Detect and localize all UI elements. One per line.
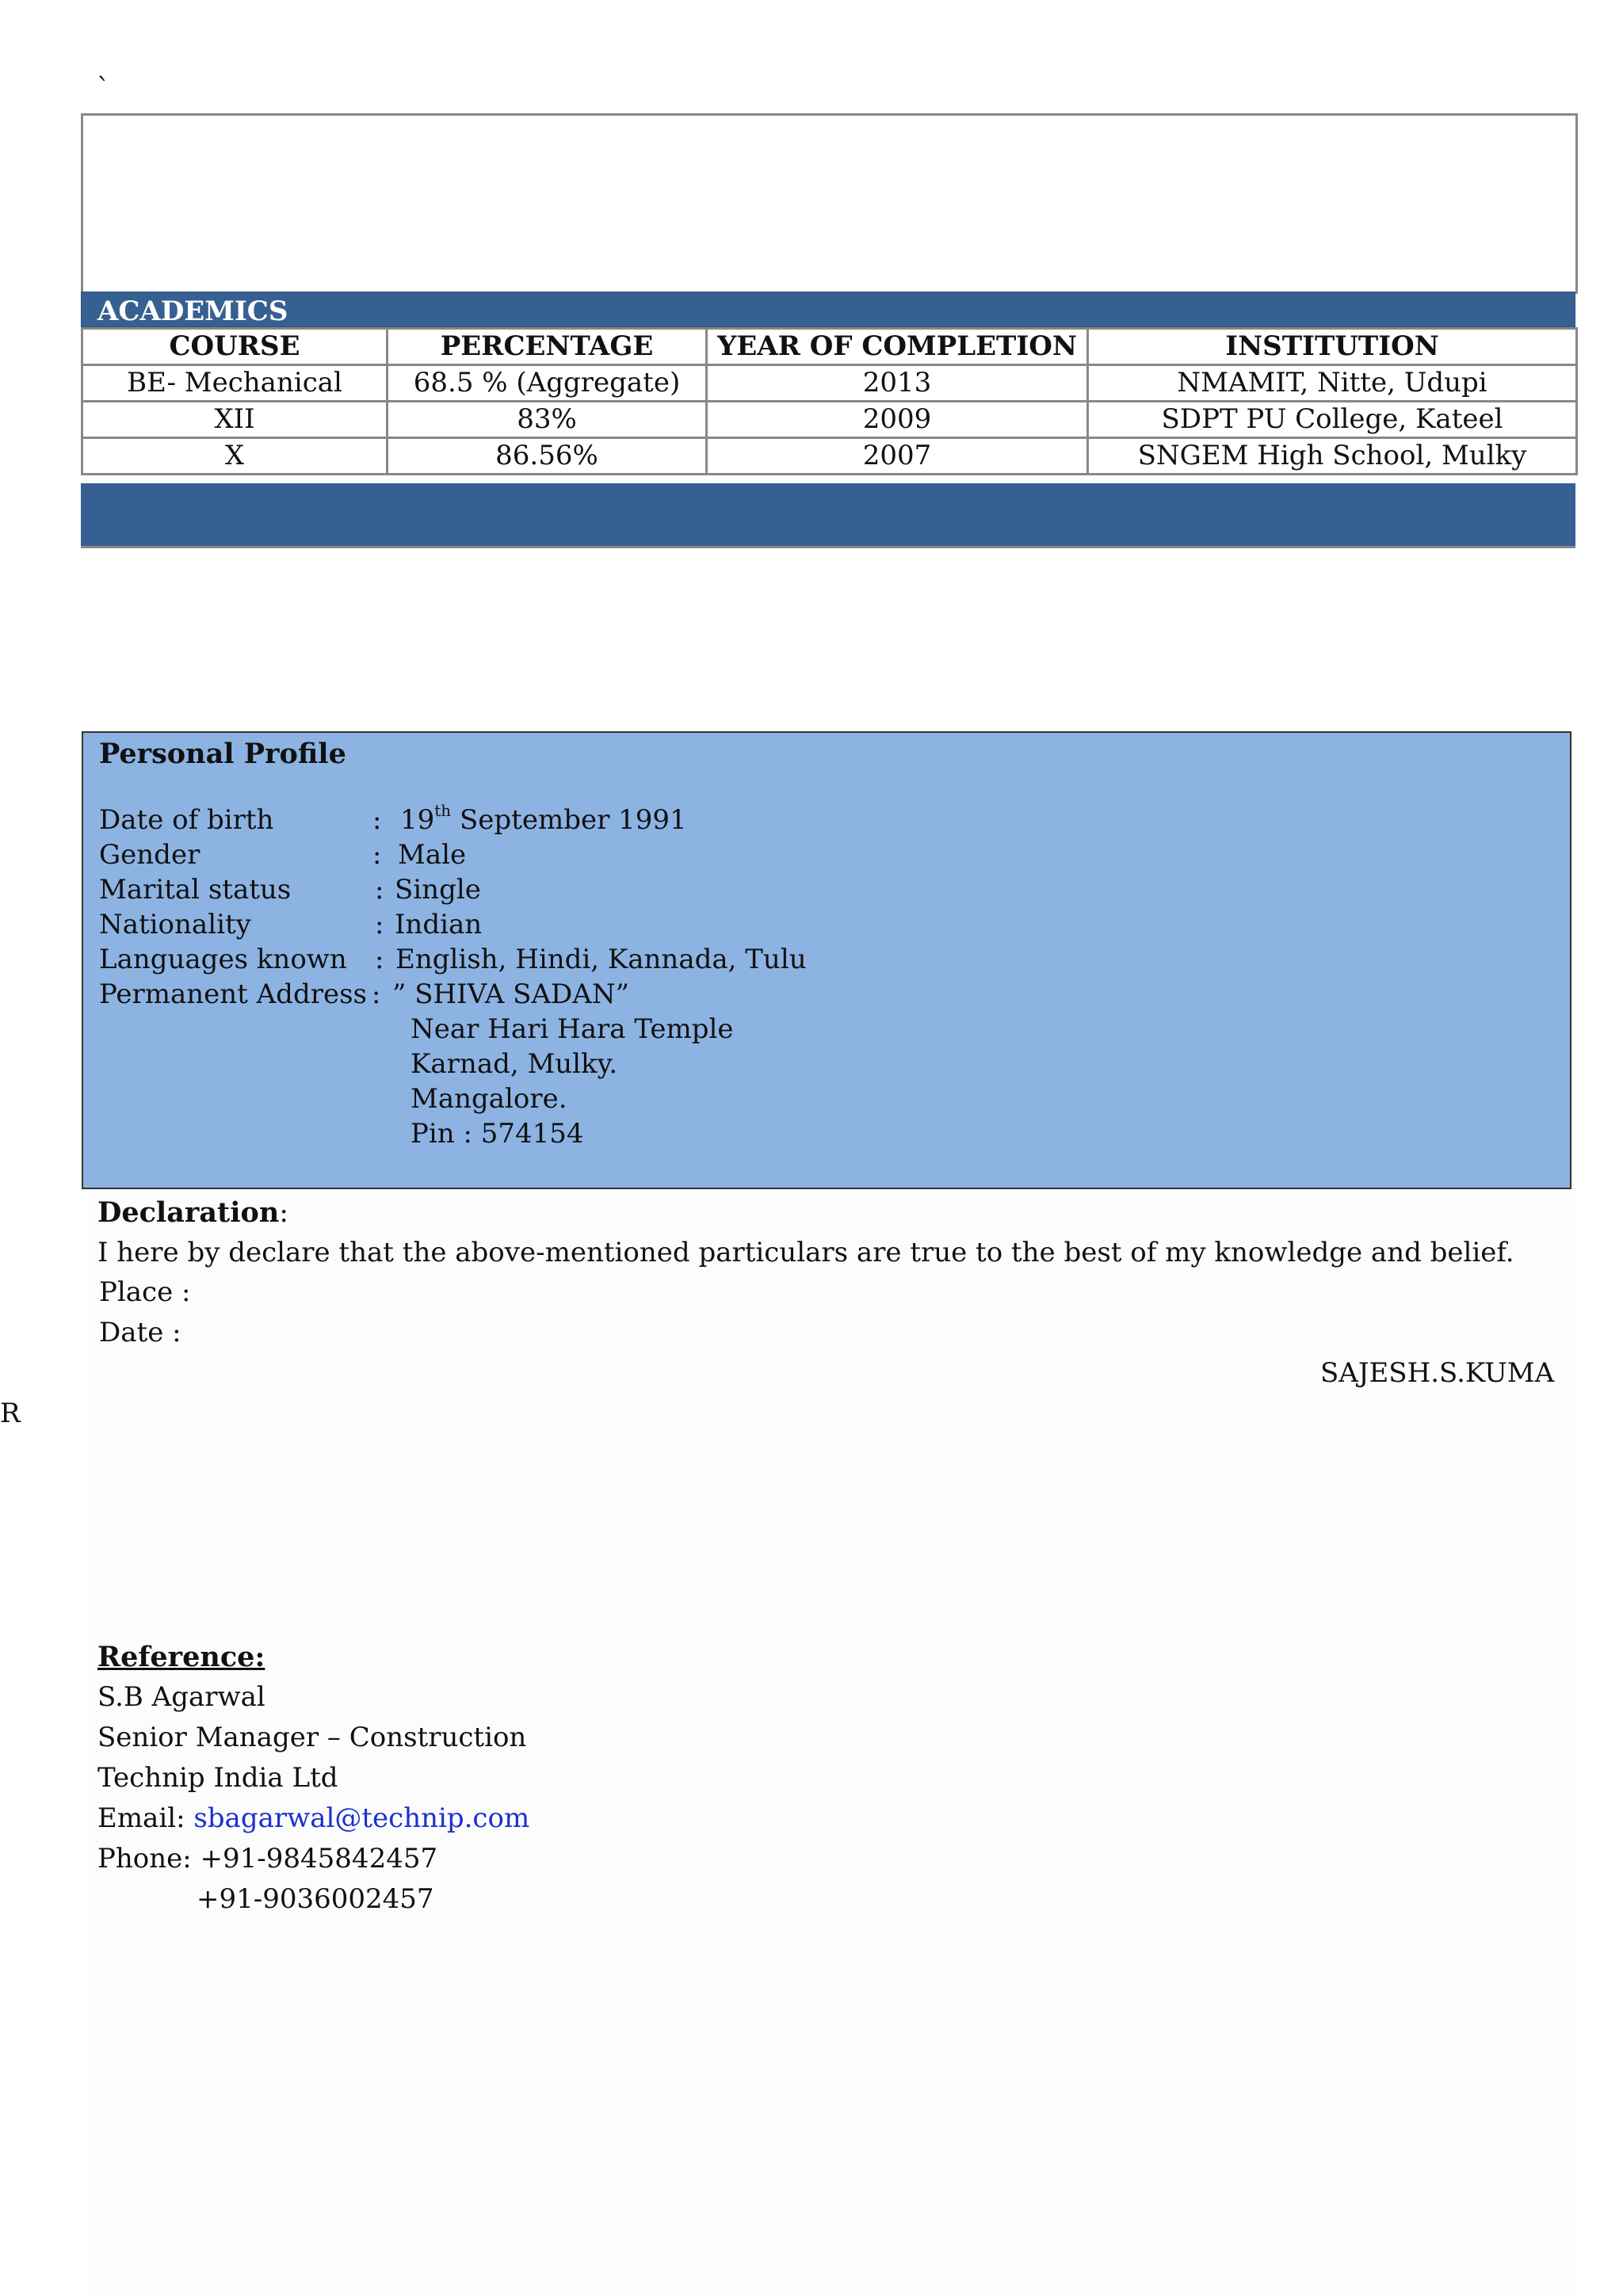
declaration-text: I here by declare that the above-mentioned particulars are true to the best of my knowledge and belief. — [97, 1237, 1514, 1268]
colon: : — [375, 874, 384, 906]
email-link[interactable]: sbagarwal@technip.com — [193, 1802, 530, 1834]
dob-value: 19th September 1991 — [400, 801, 687, 836]
address-label: Permanent Address — [99, 978, 367, 1010]
colon: : — [375, 909, 384, 940]
address-line: Pin : 574154 — [411, 1118, 584, 1150]
column-header: PERCENTAGE — [388, 329, 707, 365]
reference-position: Senior Manager – Construction — [97, 1722, 527, 1753]
academics-table — [81, 327, 1578, 475]
reference-heading: Reference: — [97, 1641, 265, 1673]
gender-label: Gender — [99, 839, 200, 871]
table-cell: 68.5 % (Aggregate) — [388, 365, 707, 402]
reference-phone-2: +91-9036002457 — [197, 1883, 434, 1915]
table-cell: 2009 — [707, 402, 1088, 438]
personal-profile-title: Personal Profile — [99, 738, 346, 770]
table-row — [82, 438, 1577, 475]
table-row — [82, 402, 1577, 438]
column-header: COURSE — [82, 329, 388, 365]
table-cell: 2013 — [707, 365, 1088, 402]
address-line: ” SHIVA SADAN” — [392, 978, 629, 1010]
marital-label: Marital status — [99, 874, 292, 906]
date-field: Date : — [99, 1317, 181, 1348]
nationality-label: Nationality — [99, 909, 251, 940]
dob-label: Date of birth — [99, 804, 274, 836]
table-cell: 83% — [388, 402, 707, 438]
colon: : — [375, 944, 384, 975]
colon: : — [372, 978, 381, 1010]
table-row — [82, 365, 1577, 402]
marital-value: Single — [395, 874, 481, 906]
languages-value: English, Hindi, Kannada, Tulu — [395, 944, 807, 975]
signature-name: SAJESH.S.KUMA — [1320, 1357, 1555, 1389]
nationality-value: Indian — [395, 909, 483, 940]
table-cell: X — [82, 438, 388, 475]
table-cell: NMAMIT, Nitte, Udupi — [1088, 365, 1577, 402]
table-cell: 2007 — [707, 438, 1088, 475]
reference-phone: Phone: +91-9845842457 — [97, 1843, 438, 1875]
academics-header — [81, 292, 1575, 327]
reference-name: S.B Agarwal — [97, 1681, 265, 1713]
colon: : — [372, 839, 382, 871]
column-header: INSTITUTION — [1088, 329, 1577, 365]
stray-backtick: ` — [97, 73, 110, 105]
reference-email: Email: sbagarwal@technip.com — [97, 1802, 530, 1834]
academics-footer-bar — [81, 483, 1575, 548]
column-header: YEAR OF COMPLETION — [707, 329, 1088, 365]
gender-value: Male — [398, 839, 467, 871]
table-cell: BE- Mechanical — [82, 365, 388, 402]
address-line: Mangalore. — [411, 1083, 567, 1115]
signature-name-overflow: R — [0, 1398, 21, 1429]
table-header-row — [82, 329, 1577, 365]
table-cell: XII — [82, 402, 388, 438]
place-field: Place : — [99, 1276, 191, 1308]
personal-profile-box — [82, 731, 1571, 1189]
table-cell: 86.56% — [388, 438, 707, 475]
address-line: Near Hari Hara Temple — [411, 1013, 734, 1045]
empty-header-box — [81, 113, 1578, 294]
reference-company: Technip India Ltd — [97, 1762, 338, 1794]
colon: : — [372, 804, 382, 836]
address-line: Karnad, Mulky. — [411, 1048, 618, 1080]
languages-label: Languages known — [99, 944, 347, 975]
academics-title: ACADEMICS — [97, 296, 288, 327]
table-cell: SNGEM High School, Mulky — [1088, 438, 1577, 475]
declaration-heading: Declaration: — [97, 1196, 289, 1229]
table-cell: SDPT PU College, Kateel — [1088, 402, 1577, 438]
